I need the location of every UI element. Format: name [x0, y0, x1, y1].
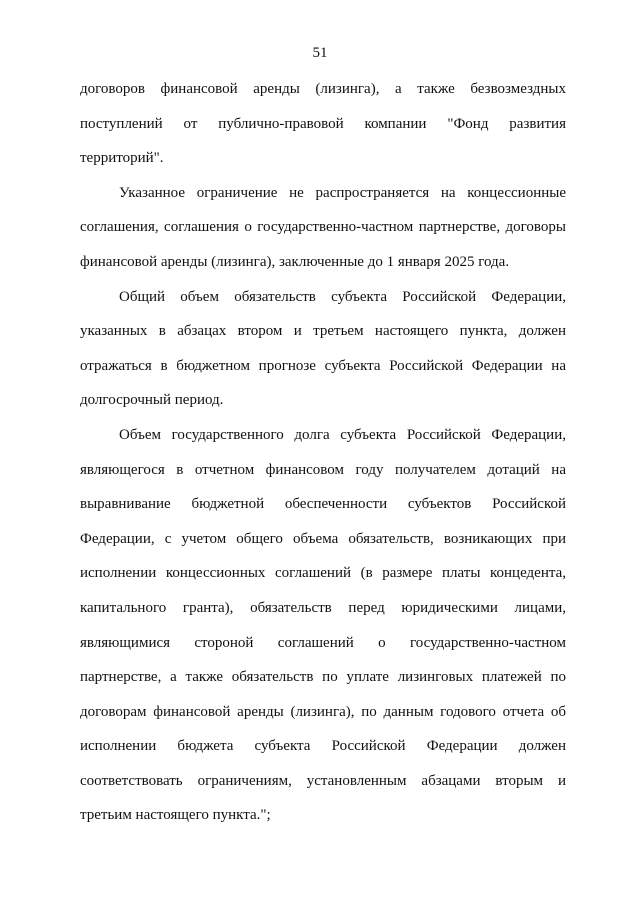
text-line: Объем государственного долга субъекта Российской Федерации,	[119, 426, 566, 443]
text-line: являющегося в отчетном финансовом году получателем дотаций на	[80, 461, 566, 478]
text-line: финансовой аренды (лизинга), заключенные до 1 января 2025 года.	[80, 253, 510, 270]
text-line: исполнении концессионных соглашений (в размере платы концедента,	[80, 565, 566, 582]
text-line: Федерации, с учетом общего объема обязательств, возникающих при	[80, 530, 566, 547]
text-line: партнерстве, а также обязательств по уплате лизинговых платежей по	[80, 669, 566, 686]
text-line: Общий объем обязательств субъекта Российской Федерации,	[119, 288, 566, 305]
text-line: соответствовать ограничениям, установленным абзацами вторым и	[80, 772, 566, 789]
text-line: договорам финансовой аренды (лизинга), по данным годового отчета об	[80, 703, 566, 720]
text-line: поступлений от публично-правовой компании "Фонд развития	[80, 115, 566, 132]
document-body	[80, 72, 566, 833]
text-line: долгосрочный период.	[80, 392, 224, 409]
text-line: исполнении бюджета субъекта Российской Федерации должен	[80, 738, 566, 755]
text-line: договоров финансовой аренды (лизинга), а также безвозмездных	[80, 81, 566, 97]
text-line: Указанное ограничение не распространяется на концессионные	[119, 184, 566, 201]
text-line: третьим настоящего пункта.";	[80, 807, 271, 824]
text-line: указанных в абзацах втором и третьем настоящего пункта, должен	[80, 323, 566, 340]
text-line: соглашения, соглашения о государственно-частном партнерстве, договоры	[80, 219, 566, 236]
text-line: являющимися стороной соглашений о государственно-частном	[80, 634, 566, 651]
text-line: отражаться в бюджетном прогнозе субъекта Российской Федерации на	[80, 357, 566, 374]
text-line: капитального гранта), обязательств перед юридическими лицами,	[80, 599, 566, 616]
text-line: территорий".	[80, 150, 164, 167]
text-line: выравнивание бюджетной обеспеченности субъектов Российской	[80, 496, 566, 513]
page-number: 51	[312, 45, 328, 61]
